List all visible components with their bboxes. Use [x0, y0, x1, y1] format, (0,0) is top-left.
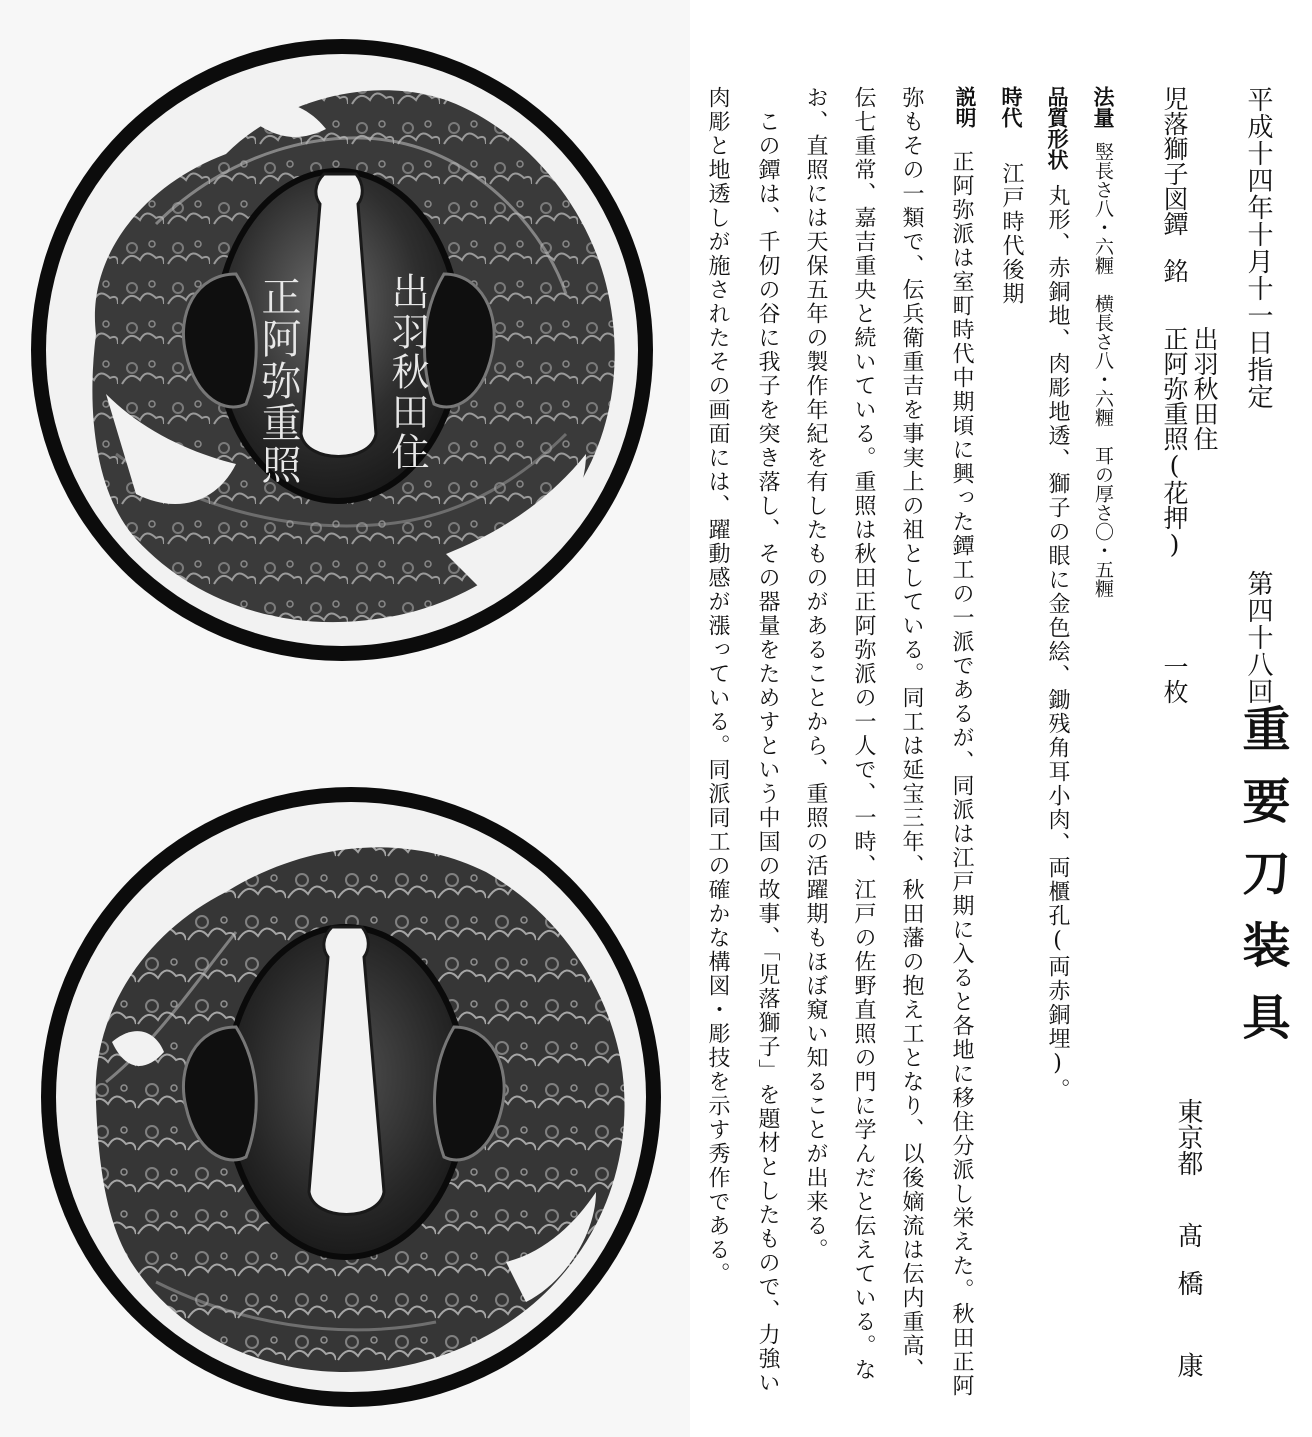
item-count: 一枚 [1160, 654, 1189, 704]
setsumei-line-1: 正阿弥派は室町時代中期頃に興った鐔工の一派であるが、同派は江戸期に入ると各地に移住分派し栄えた。秋田正阿 [949, 150, 974, 1398]
inscription-right: 出羽秋田住 [385, 272, 429, 472]
setsumei-line-5: この鐔は、千仞の谷に我子を突き落し、その器量をためすという中国の故事、「児落獅子」を題材としたもので、力強い [755, 110, 780, 1395]
label-hinshitsu: 品質形状 [1045, 86, 1069, 170]
text-jidai: 江戸時代後期 [999, 162, 1024, 306]
section-hinshitsu [1042, 86, 1072, 1102]
owner-prefecture: 東京都 [1173, 1098, 1203, 1176]
text-hinshitsu: 丸形、赤銅地、肉彫地透、獅子の眼に金色絵、鋤残角耳小肉、両櫃孔(両赤銅埋)。 [1045, 184, 1070, 1102]
text-houryou: 竪長さ八・六糎 横長さ八・六糎 耳の厚さ〇・五糎 [1092, 142, 1114, 598]
item-name: 児落獅子図鐔 [1160, 86, 1189, 236]
category-title: 重要刀装具 [1234, 704, 1290, 1064]
owner-name-3: 康 [1173, 1352, 1203, 1378]
label-houryou: 法量 [1091, 86, 1115, 128]
label-jidai: 時代 [999, 86, 1023, 128]
owner-name-1: 髙 [1173, 1222, 1203, 1248]
setsumei-line-2: 弥もその一類で、伝兵衛重吉を事実上の祖としている。同工は延宝三年、秋田藩の抱え工となり、以後嫡流は伝内重高、 [899, 86, 924, 1382]
owner-name-2: 橋 [1173, 1270, 1203, 1296]
section-jidai [996, 86, 1026, 306]
section-houryou [1088, 86, 1118, 598]
mei-label: 銘 [1160, 258, 1189, 283]
setsumei-line-6: 肉彫と地透しが施されたその画面には、躍動感が漲っている。同派同工の確かな構図・彫技を示す秀作である。 [705, 86, 730, 1286]
designation-session: 第四十八回 [1243, 570, 1273, 705]
label-setsumei: 説明 [953, 86, 977, 128]
mei-line-2: 正阿弥重照(花押) [1160, 326, 1189, 559]
tsuba-back-photo [36, 782, 666, 1412]
setsumei-line-3: 伝七重常、嘉吉重央と続いている。重照は秋田正阿弥派の一人で、一時、江戸の佐野直照の門に学んだと伝えている。な [851, 86, 876, 1382]
setsumei-line-4: お、直照には天保五年の製作年紀を有したものがあることから、重照の活躍期もほぼ窺い知ることが出来る。 [803, 86, 828, 1262]
tsuba-front-photo [26, 34, 658, 666]
designation-date: 平成十四年十月十一日指定 [1243, 86, 1273, 410]
mei-line-1: 出羽秋田住 [1190, 326, 1219, 451]
inscription-left: 正阿弥重照 [255, 276, 301, 486]
